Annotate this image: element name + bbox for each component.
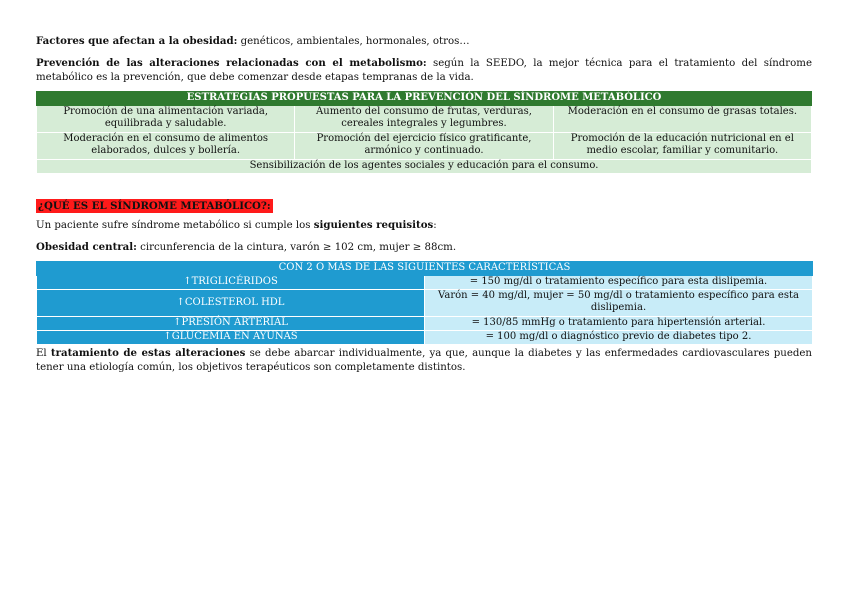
- criteria-key: ↑GLUCEMIA EN AYUNAS: [37, 331, 425, 345]
- criteria-key: ↑PRESIÓN ARTERIAL: [37, 317, 425, 331]
- table-row: [37, 290, 813, 317]
- document-page: [36, 34, 812, 375]
- paciente-bold: siguientes requisitos: [313, 219, 434, 231]
- factores-text: genéticos, ambientales, hormonales, otros…: [237, 36, 470, 47]
- factores-label: Factores que afectan a la obesidad:: [36, 35, 238, 47]
- criteria-value: = 100 mg/dl o diagnóstico previo de diabetes tipo 2.: [425, 331, 813, 345]
- criteria-table: [36, 261, 813, 345]
- criteria-key: ↑COLESTEROL HDL: [37, 290, 425, 317]
- table-row: [37, 133, 812, 160]
- tratamiento-post: se debe abarcar individualmente, ya que, aunque la diabetes y las enfermedades cardiovasculares pueden tener una etiología común, los objetivos terapéuticos son completamente distintos.: [36, 348, 812, 373]
- criteria-value: Varón = 40 mg/dl, mujer = 50 mg/dl o tratamiento específico para esta dislipemia.: [425, 290, 813, 317]
- criteria-value: = 150 mg/dl o tratamiento específico para esta dislipemia.: [425, 276, 813, 290]
- section-title-wrap: [36, 194, 812, 213]
- prevencion-paragraph: [36, 56, 812, 85]
- obesidad-text: circunferencia de la cintura, varón ≥ 102 cm, mujer ≥ 88cm.: [136, 242, 457, 253]
- table-row: [37, 331, 813, 345]
- paciente-pre: Un paciente sufre síndrome metabólico si cumple los: [36, 220, 314, 231]
- que-es-title: ¿QUÉ ES EL SÍNDROME METABÓLICO?:: [38, 200, 271, 212]
- prevencion-label: Prevención de las alteraciones relacionadas con el metabolismo:: [36, 57, 427, 69]
- factores-paragraph: [36, 34, 812, 49]
- strategy-cell: Moderación en el consumo de alimentos elaborados, dulces y bollería.: [37, 133, 295, 160]
- strategy-cell: Moderación en el consumo de grasas totales.: [553, 106, 811, 133]
- paciente-paragraph: [36, 218, 812, 233]
- obesidad-paragraph: [36, 240, 812, 255]
- strategy-cell: Aumento del consumo de frutas, verduras, cereales integrales y legumbres.: [295, 106, 553, 133]
- strategies-header: ESTRATEGIAS PROPUESTAS PARA LA PREVENCIÓN DEL SÍNDROME METABÓLICO: [37, 92, 812, 106]
- tratamiento-bold: tratamiento de estas alteraciones: [50, 347, 246, 359]
- strategy-cell: Promoción de la educación nutricional en el medio escolar, familiar y comunitario.: [553, 133, 811, 160]
- strategy-cell: Promoción del ejercicio físico gratificante, armónico y continuado.: [295, 133, 553, 160]
- table-row: [37, 317, 813, 331]
- criteria-key: ↑TRIGLICÉRIDOS: [37, 276, 425, 290]
- table-row: [37, 106, 812, 133]
- tratamiento-paragraph: [36, 346, 812, 375]
- tratamiento-pre: El: [36, 348, 51, 359]
- criteria-header: CON 2 O MÁS DE LAS SIGUIENTES CARACTERÍSTICAS: [37, 262, 813, 276]
- obesidad-label: Obesidad central:: [36, 241, 137, 253]
- strategy-cell: Promoción de una alimentación variada, equilibrada y saludable.: [37, 106, 295, 133]
- paciente-post: :: [433, 220, 437, 231]
- strategies-table: [36, 91, 812, 174]
- table-row: [37, 276, 813, 290]
- prevencion-text: según la SEEDO, la mejor técnica para el tratamiento del síndrome metabólico es la prevención, que debe comenzar desde etapas tempranas de la vida.: [36, 58, 812, 83]
- strategies-footer: Sensibilización de los agentes sociales y educación para el consumo.: [37, 160, 812, 174]
- criteria-value: = 130/85 mmHg o tratamiento para hipertensión arterial.: [425, 317, 813, 331]
